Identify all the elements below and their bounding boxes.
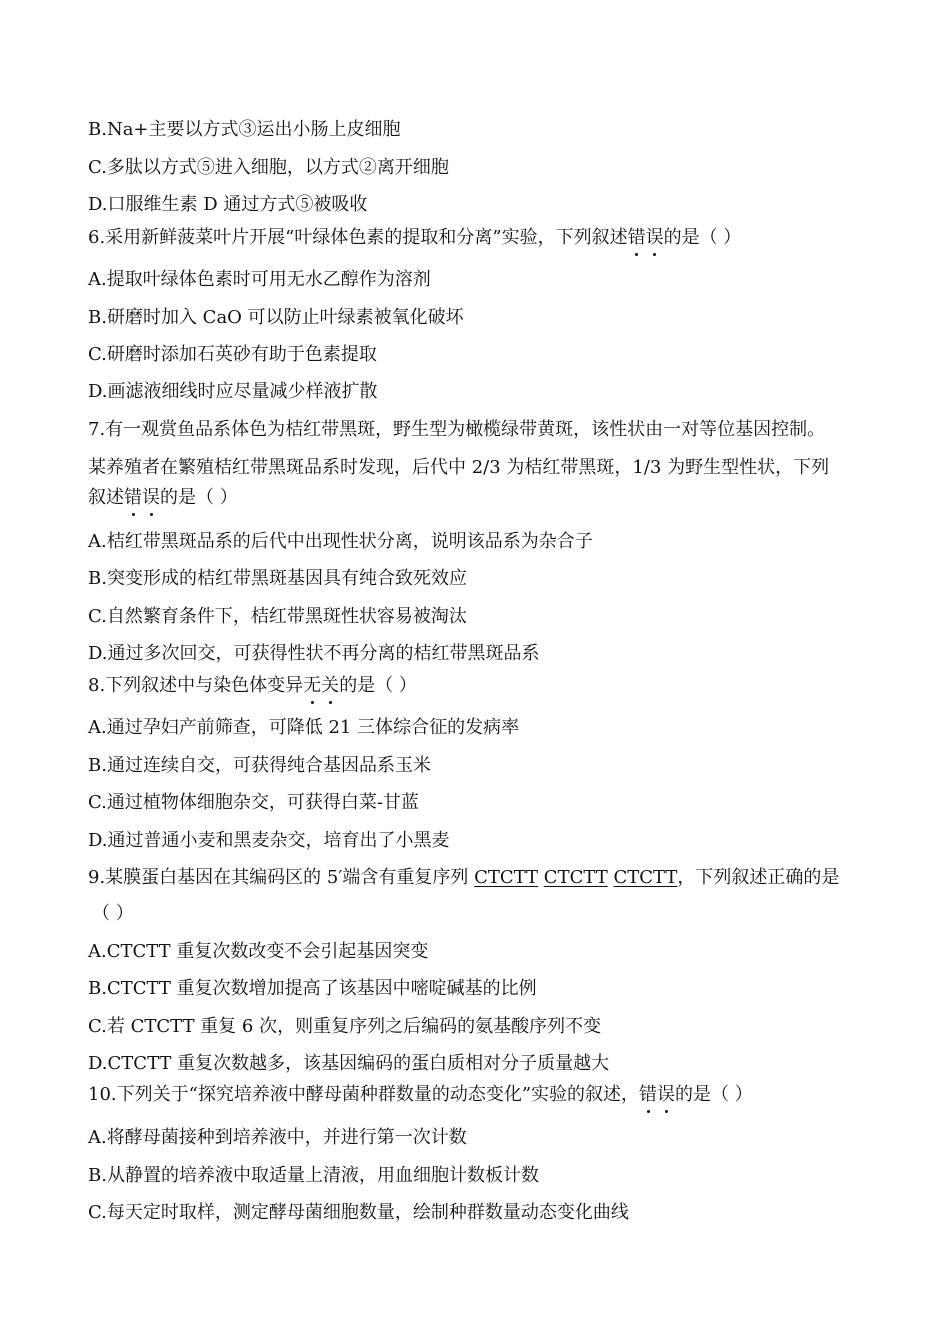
q7-option-c: C.自然繁育条件下，桔红带黑斑性状容易被淘汰 xyxy=(88,606,467,627)
q10-option-a: A.将酵母菌接种到培养液中，并进行第一次计数 xyxy=(88,1127,467,1148)
q6-option-c: C.研磨时添加石英砂有助于色素提取 xyxy=(88,344,377,365)
q6-option-a: A.提取叶绿体色素时可用无水乙醇作为溶剂 xyxy=(88,269,431,290)
q8-option-a: A.通过孕妇产前筛查，可降低 21 三体综合征的发病率 xyxy=(88,717,520,738)
q5-option-d: D.口服维生素 D 通过方式⑤被吸收 xyxy=(88,194,368,215)
q10-stem-text: 10.下列关于“探究培养液中酵母菌种群数量的动态变化”实验的叙述， xyxy=(88,1084,640,1105)
emphasis-dot xyxy=(647,1110,650,1113)
q7-option-a: A.桔红带黑斑品系的后代中出现性状分离，说明该品系为杂合子 xyxy=(88,531,593,552)
q8-option-b: B.通过连续自交，可获得纯合基因品系玉米 xyxy=(88,755,431,776)
q10-stem xyxy=(88,1083,753,1107)
q8-emphasis-text: 无关 xyxy=(303,675,340,696)
q9-option-d: D.CTCTT 重复次数越多，该基因编码的蛋白质相对分子质量越大 xyxy=(88,1053,610,1074)
q6-stem-text: 6.采用新鲜菠菜叶片开展“叶绿体色素的提取和分离”实验，下列叙述 xyxy=(88,227,628,248)
q7-stem-line3 xyxy=(88,486,238,510)
repeat-sequence-3: CTCTT xyxy=(613,867,678,888)
q9-stem-paren: （ ） xyxy=(92,903,134,924)
q9-option-c: C.若 CTCTT 重复 6 次，则重复序列之后编码的氨基酸序列不变 xyxy=(88,1016,602,1037)
q9-stem-text: 9.某膜蛋白基因在其编码区的 5′端含有重复序列 xyxy=(88,867,475,888)
q7-stem-emphasis xyxy=(124,486,160,510)
q7-stem-line2: 某养殖者在繁殖桔红带黑斑品系时发现，后代中 2/3 为桔红带黑斑，1/3 为野生型性状，下列 xyxy=(88,457,830,478)
repeat-sequence-2: CTCTT xyxy=(543,867,608,888)
q9-stem-line1 xyxy=(88,866,839,890)
q7-option-b: B.突变形成的桔红带黑斑基因具有纯合致死效应 xyxy=(88,568,467,589)
emphasis-dot xyxy=(311,701,314,704)
q7-emphasis-text: 错误 xyxy=(124,487,160,508)
emphasis-dot xyxy=(635,253,638,256)
repeat-sequence-1: CTCTT xyxy=(474,867,539,888)
emphasis-dot xyxy=(653,253,656,256)
q5-option-b: B.Na+主要以方式③运出小肠上皮细胞 xyxy=(88,119,401,140)
q10-stem-tail: 的是（ ） xyxy=(675,1084,753,1105)
q9-option-a: A.CTCTT 重复次数改变不会引起基因突变 xyxy=(88,941,429,962)
q6-emphasis-text: 错误 xyxy=(627,227,664,248)
emphasis-dot xyxy=(132,513,135,516)
q7-stem-line1: 7.有一观赏鱼品系体色为桔红带黑斑，野生型为橄榄绿带黄斑，该性状由一对等位基因控制。 xyxy=(88,419,826,440)
q10-option-b: B.从静置的培养液中取适量上清液，用血细胞计数板计数 xyxy=(88,1165,539,1186)
q9-option-b: B.CTCTT 重复次数增加提高了该基因中嘧啶碱基的比例 xyxy=(88,978,537,999)
emphasis-dot xyxy=(150,513,153,516)
q8-stem-emphasis xyxy=(303,674,339,698)
emphasis-dot xyxy=(329,701,332,704)
q7-stem-text: 叙述 xyxy=(88,487,124,508)
q8-stem-tail: 的是（ ） xyxy=(339,675,417,696)
q6-stem-tail: 的是（ ） xyxy=(663,227,742,248)
q7-option-d: D.通过多次回交，可获得性状不再分离的桔红带黑斑品系 xyxy=(88,643,540,664)
emphasis-dot xyxy=(665,1110,668,1113)
q6-option-b: B.研磨时加入 CaO 可以防止叶绿素被氧化破坏 xyxy=(88,307,464,328)
q8-option-d: D.通过普通小麦和黑麦杂交，培育出了小黑麦 xyxy=(88,830,450,851)
q9-stem-tail: ，下列叙述正确的是 xyxy=(677,867,840,888)
q8-stem-text: 8.下列叙述中与染色体变异 xyxy=(88,675,304,696)
q5-option-c: C.多肽以方式⑤进入细胞，以方式②离开细胞 xyxy=(88,157,449,178)
q7-stem-tail: 的是（ ） xyxy=(160,487,238,508)
q6-option-d: D.画滤液细线时应尽量减少样液扩散 xyxy=(88,381,378,402)
q8-option-c: C.通过植物体细胞杂交，可获得白菜-甘蓝 xyxy=(88,792,419,813)
q10-stem-emphasis xyxy=(639,1083,675,1107)
q8-stem xyxy=(88,674,417,698)
q6-stem-emphasis xyxy=(628,226,664,250)
q10-emphasis-text: 错误 xyxy=(639,1084,676,1105)
q6-stem xyxy=(88,226,741,250)
q10-option-c: C.每天定时取样，测定酵母菌细胞数量，绘制种群数量动态变化曲线 xyxy=(88,1202,629,1223)
